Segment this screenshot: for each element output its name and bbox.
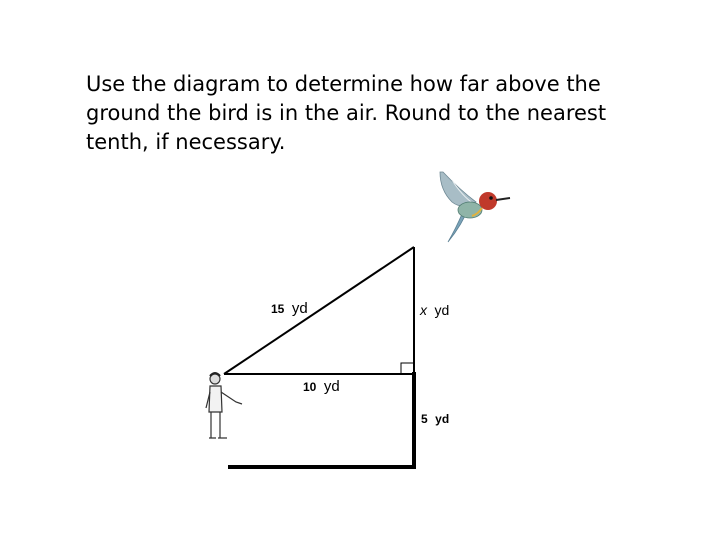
person-figure (206, 373, 242, 438)
pole-height-label: 5 yd (421, 412, 450, 426)
question-line-1: Use the diagram to determine how far above the (86, 72, 601, 96)
question-line-3: tenth, if necessary. (86, 130, 286, 154)
hummingbird-figure (440, 172, 510, 242)
horizontal-leg-label: 10 yd (303, 378, 340, 395)
question-line-2: ground the bird is in the air. Round to the nearest (86, 101, 607, 125)
vertical-leg-label: x yd (420, 302, 450, 318)
hypotenuse-line (224, 247, 414, 374)
hypotenuse-label: 15 yd (271, 300, 308, 317)
